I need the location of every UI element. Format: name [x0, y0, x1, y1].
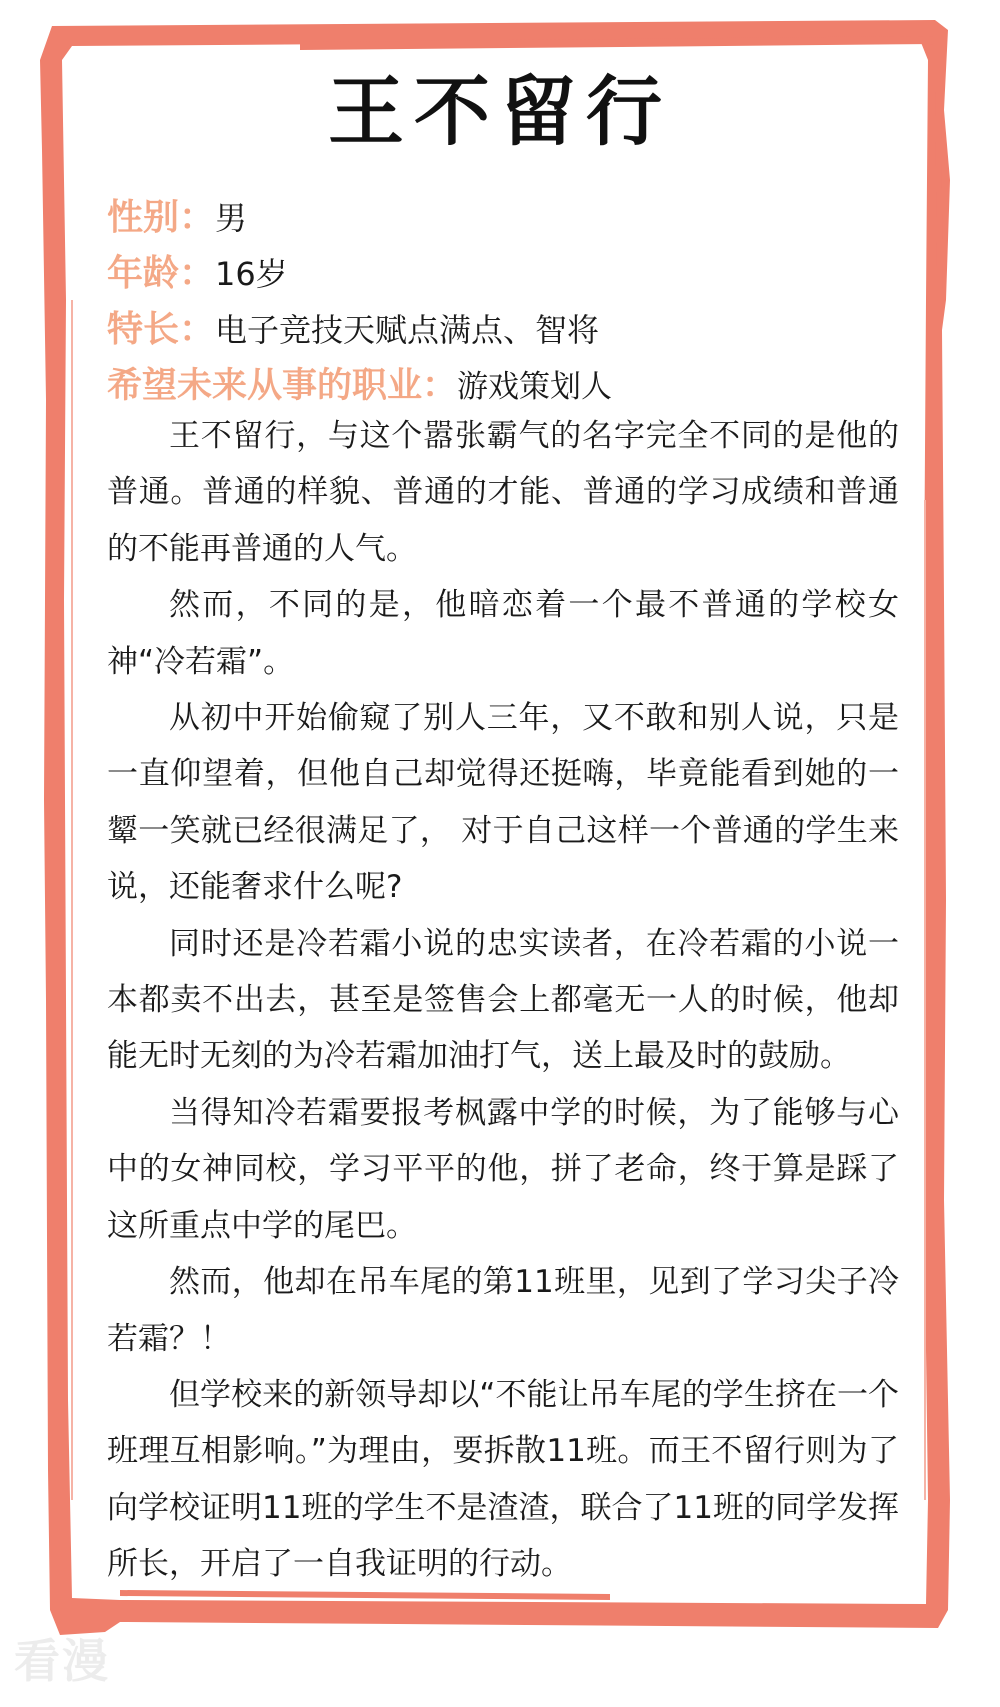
info-value: 男: [215, 199, 248, 237]
paragraph: 但学校来的新领导却以“不能让吊车尾的学生挤在一个班理互相影响。”为理由，要拆散11班。而王不留行则为了向学校证明11班的学生不是渣渣，联合了11班的同学发挥所长，开启了一自我证明的行动。: [107, 1376, 899, 1583]
frame-left-accent: [56, 180, 62, 800]
info-label: 年龄：: [107, 253, 216, 294]
info-value: 游戏策划人: [457, 369, 613, 405]
info-row-gender: [107, 190, 907, 246]
paragraph: 然而，不同的是，他暗恋着一个最不普通的学校女神“冷若霜”。: [107, 587, 899, 680]
frame-inner-line-left: [71, 300, 73, 1500]
paragraph: 当得知冷若霜要报考枫露中学的时候，为了能够与心中的女神同校，学习平平的他，拼了老命，终于算是踩了这所重点中学的尾巴。: [107, 1094, 899, 1244]
info-value: 电子竞技天赋点满点、智将: [215, 311, 600, 349]
watermark: 看漫: [14, 1634, 110, 1688]
info-row-specialty: [107, 302, 907, 358]
info-row-career: [107, 358, 907, 414]
info-label: 特长：: [107, 309, 216, 350]
paragraph: 然而，他却在吊车尾的第11班里，见到了学习尖子冷若霜？！: [107, 1264, 899, 1357]
info-row-age: [107, 246, 907, 302]
info-label: 希望未来从事的职业：: [107, 366, 458, 406]
info-label: 性别：: [107, 197, 216, 238]
page-title: 王不留行: [328, 67, 672, 156]
paragraph: 王不留行，与这个嚣张霸气的名字完全不同的是他的普通。普通的样貌、普通的才能、普通的学习成绩和普通的不能再普通的人气。: [107, 418, 899, 567]
paragraph: 从初中开始偷窥了别人三年，又不敢和别人说，只是一直仰望着，但他自己却觉得还挺嗨，毕竟能看到她的一颦一笑就已经很满足了， 对于自己这样一个普通的学生来说，还能奢求什么呢?: [107, 700, 899, 906]
frame-inner-line-right: [924, 500, 926, 1500]
profile-info: [107, 190, 907, 414]
info-value: 16岁: [215, 255, 288, 293]
character-description: [107, 408, 899, 1593]
paragraph: 同时还是冷若霜小说的忠实读者，在冷若霜的小说一本都卖不出去，甚至是签售会上都毫无一人的时候，他却能无时无刻的为冷若霜加油打气，送上最及时的鼓励。: [107, 925, 899, 1075]
